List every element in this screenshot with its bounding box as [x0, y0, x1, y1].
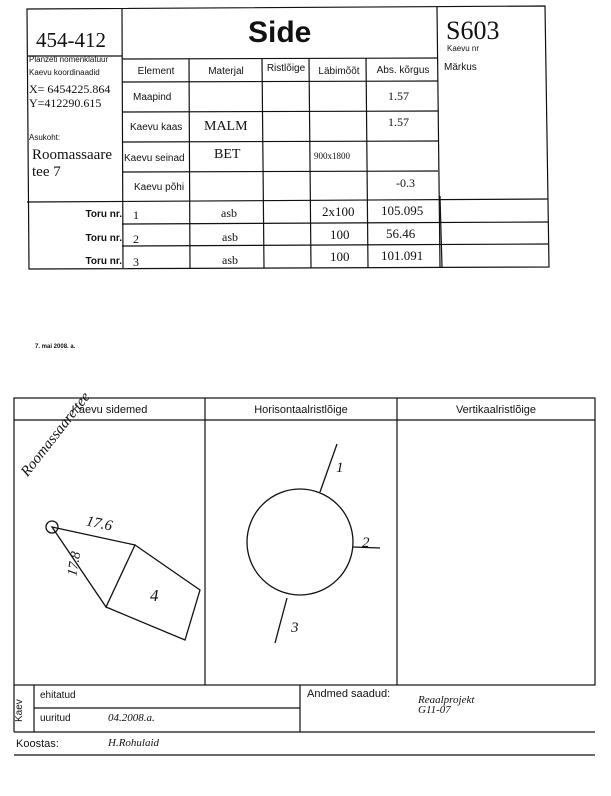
nomenclature-label: Planzeti nomenklatuur [29, 55, 109, 64]
built-label: ehitatud [40, 690, 76, 701]
col-cross: Ristlõige [266, 63, 306, 74]
dim-a: 17.6 [84, 513, 114, 535]
sketch-col-horizontal: Horisontaalristlõige [254, 404, 348, 416]
row-height: -0.3 [396, 176, 415, 190]
surveyed-label: uuritud [40, 713, 71, 724]
remarks-label: Märkus [444, 62, 477, 73]
pipe-material: asb [222, 230, 238, 244]
well-id: S603 [446, 16, 500, 45]
pipe-height: 56.46 [386, 226, 416, 241]
sketch-col-vertical: Vertikaalristlõige [455, 404, 537, 416]
pipe-no: 3 [133, 255, 139, 269]
pipe-label: Toru nr. [85, 233, 122, 244]
pipe-mark-1: 1 [336, 460, 344, 476]
row-height: 1.57 [388, 115, 409, 129]
row-element: Kaevu seinad [124, 153, 185, 164]
kaev-side-label: Kaev [14, 699, 25, 722]
row-element: Kaevu kaas [130, 122, 183, 133]
composed-label: Koostas: [16, 738, 59, 750]
pipe-label: Toru nr. [85, 209, 122, 220]
location-label: Asukoht: [29, 133, 61, 142]
col-height: Abs. kõrgus [376, 65, 430, 76]
coords-label: Kaevu koordinaadid [29, 68, 100, 77]
col-element: Element [137, 66, 175, 77]
street-note: Roomassaare tee [18, 389, 94, 480]
page-title: Side [248, 16, 312, 49]
pipe-mark-3: 3 [291, 620, 299, 636]
pipe-material: asb [221, 206, 237, 220]
location-line1: Roomassaare [32, 147, 112, 163]
data-value2: G11-07 [418, 704, 451, 716]
row-material: MALM [204, 119, 248, 134]
pipe-no: 1 [133, 208, 139, 222]
pipe-mark-2: 2 [362, 535, 370, 551]
pipe-diameter: 100 [330, 227, 350, 242]
well-no-label: Kaevu nr [447, 44, 480, 53]
row-height: 1.57 [388, 89, 409, 103]
coord-x: X= 6454225.864 [29, 82, 111, 96]
pipe-material: asb [222, 253, 238, 267]
sheet-number: 454-412 [36, 28, 106, 52]
pipe-diameter: 100 [330, 249, 350, 264]
composed-value: H.Rohulaid [108, 737, 160, 749]
pipe-height: 105.095 [381, 203, 424, 218]
date-note: 7. mai 2008. a. [35, 344, 76, 350]
col-material: Materjal [208, 66, 244, 77]
dim-c: 4 [150, 586, 159, 605]
surveyed-value: 04.2008.a. [108, 712, 155, 724]
data-label: Andmed saadud: [307, 688, 391, 700]
sketch-drawing [46, 444, 380, 643]
col-diameter: Läbimõõt [318, 66, 360, 77]
pipe-height: 101.091 [381, 248, 424, 263]
row-material: BET [214, 147, 241, 162]
coord-y: Y=412290.615 [29, 96, 102, 110]
row-element: Kaevu põhi [134, 182, 185, 193]
pipe-no: 2 [133, 232, 139, 246]
sketch-col-links: Kaevu sidemed [71, 404, 148, 416]
pipe-label: Toru nr. [85, 256, 122, 267]
row-diameter: 900x1800 [314, 151, 350, 161]
row-element: Maapind [133, 92, 172, 103]
dim-b: 17.8 [65, 550, 85, 578]
location-line2: tee 7 [32, 164, 61, 180]
pipe-diameter: 2x100 [322, 204, 355, 219]
data-value1: Reaalprojekt [418, 694, 475, 706]
